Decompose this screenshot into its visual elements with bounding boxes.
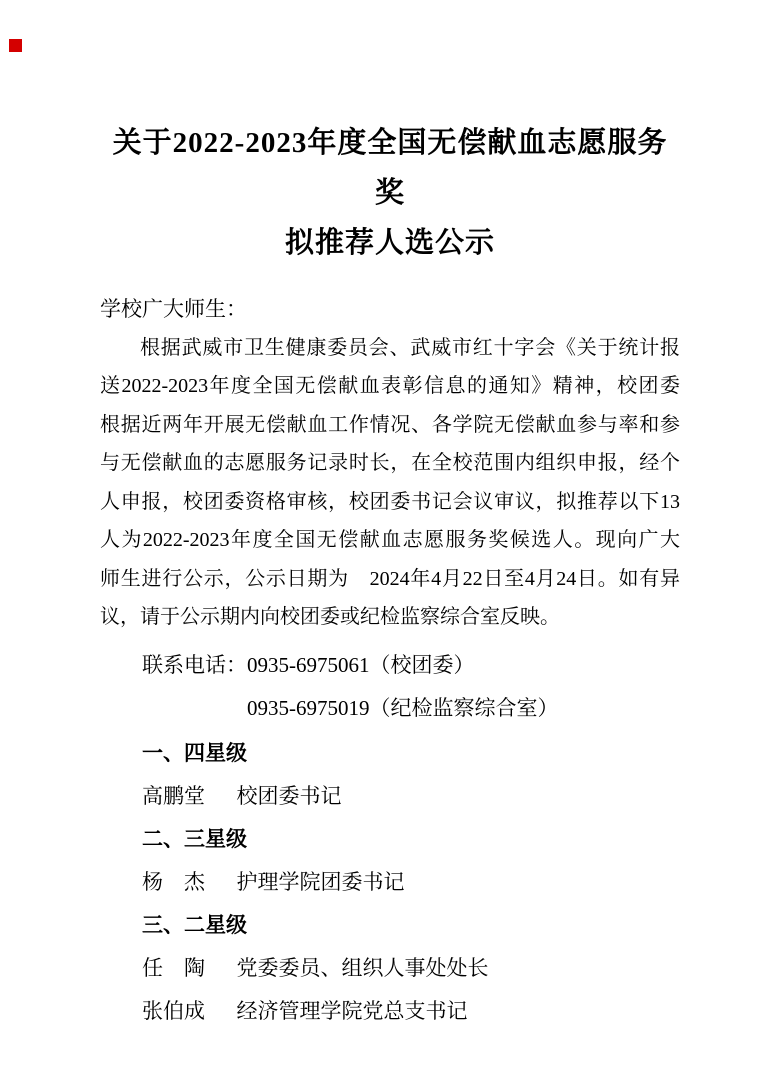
section-label-three-star: 二、三星级: [142, 827, 247, 851]
red-corner-mark-icon: [9, 39, 22, 52]
paragraph-line: 议，请于公示期内向校团委或纪检监察综合室反映。: [100, 606, 560, 628]
section-label-two-star: 三、二星级: [142, 913, 247, 937]
paragraph-line: 师生进行公示，公示日期为 2024年4月22日至4月24日。如有异: [100, 567, 680, 590]
contact-block: [100, 644, 680, 730]
document-title: [100, 118, 680, 268]
paragraph-line: 送2022-2023年度全国无偿献血表彰信息的通知》精神，校团委: [100, 375, 680, 397]
salutation: 学校广大师生：: [100, 297, 247, 321]
body-paragraph: [100, 329, 680, 637]
contact-phone-1-value: 0935-6975061（校团委）: [247, 652, 475, 677]
nominee-name: 张伯成: [142, 998, 205, 1023]
document-title-line-2: 拟推荐人选公示: [284, 227, 495, 259]
paragraph-line: 根据武威市卫生健康委员会、武威市红十字会《关于统计报: [140, 336, 680, 359]
nominee-name: 杨 杰: [142, 869, 205, 894]
contact-phone-2: [247, 687, 680, 730]
contact-label: 联系电话：: [142, 652, 247, 677]
nominee-row: [142, 861, 680, 904]
nominee-row: [142, 990, 680, 1033]
nominee-name: 高鹏堂: [142, 783, 205, 808]
nominee-title: 经济管理学院党总支书记: [236, 998, 468, 1023]
nominee-row: [142, 947, 680, 990]
paragraph-line: 人为2022-2023年度全国无偿献血志愿服务奖候选人。现向广大: [100, 529, 680, 551]
contact-phone-2-value: 0935-6975019（纪检监察综合室）: [247, 695, 559, 720]
paragraph-line: 与无偿献血的志愿服务记录时长，在全校范围内组织申报，经个: [100, 452, 680, 474]
nominee-title: 校团委书记: [236, 783, 342, 808]
section-label-four-star: 一、四星级: [142, 741, 247, 765]
document-content: [100, 118, 680, 1033]
nominee-list: [100, 732, 680, 1033]
paragraph-line: 人申报，校团委资格审核，校团委书记会议审议，拟推荐以下13: [100, 490, 680, 513]
paragraph-line: 根据近两年开展无偿献血工作情况、各学院无偿献血参与率和参: [100, 413, 680, 436]
nominee-title: 党委委员、组织人事处处长: [236, 955, 489, 980]
contact-phone-1: [142, 644, 680, 687]
nominee-name: 任 陶: [142, 955, 205, 980]
document-title-line-1: 关于2022-2023年度全国无偿献血志愿服务奖: [112, 127, 668, 209]
nominee-row: [142, 775, 680, 818]
nominee-title: 护理学院团委书记: [236, 869, 405, 894]
